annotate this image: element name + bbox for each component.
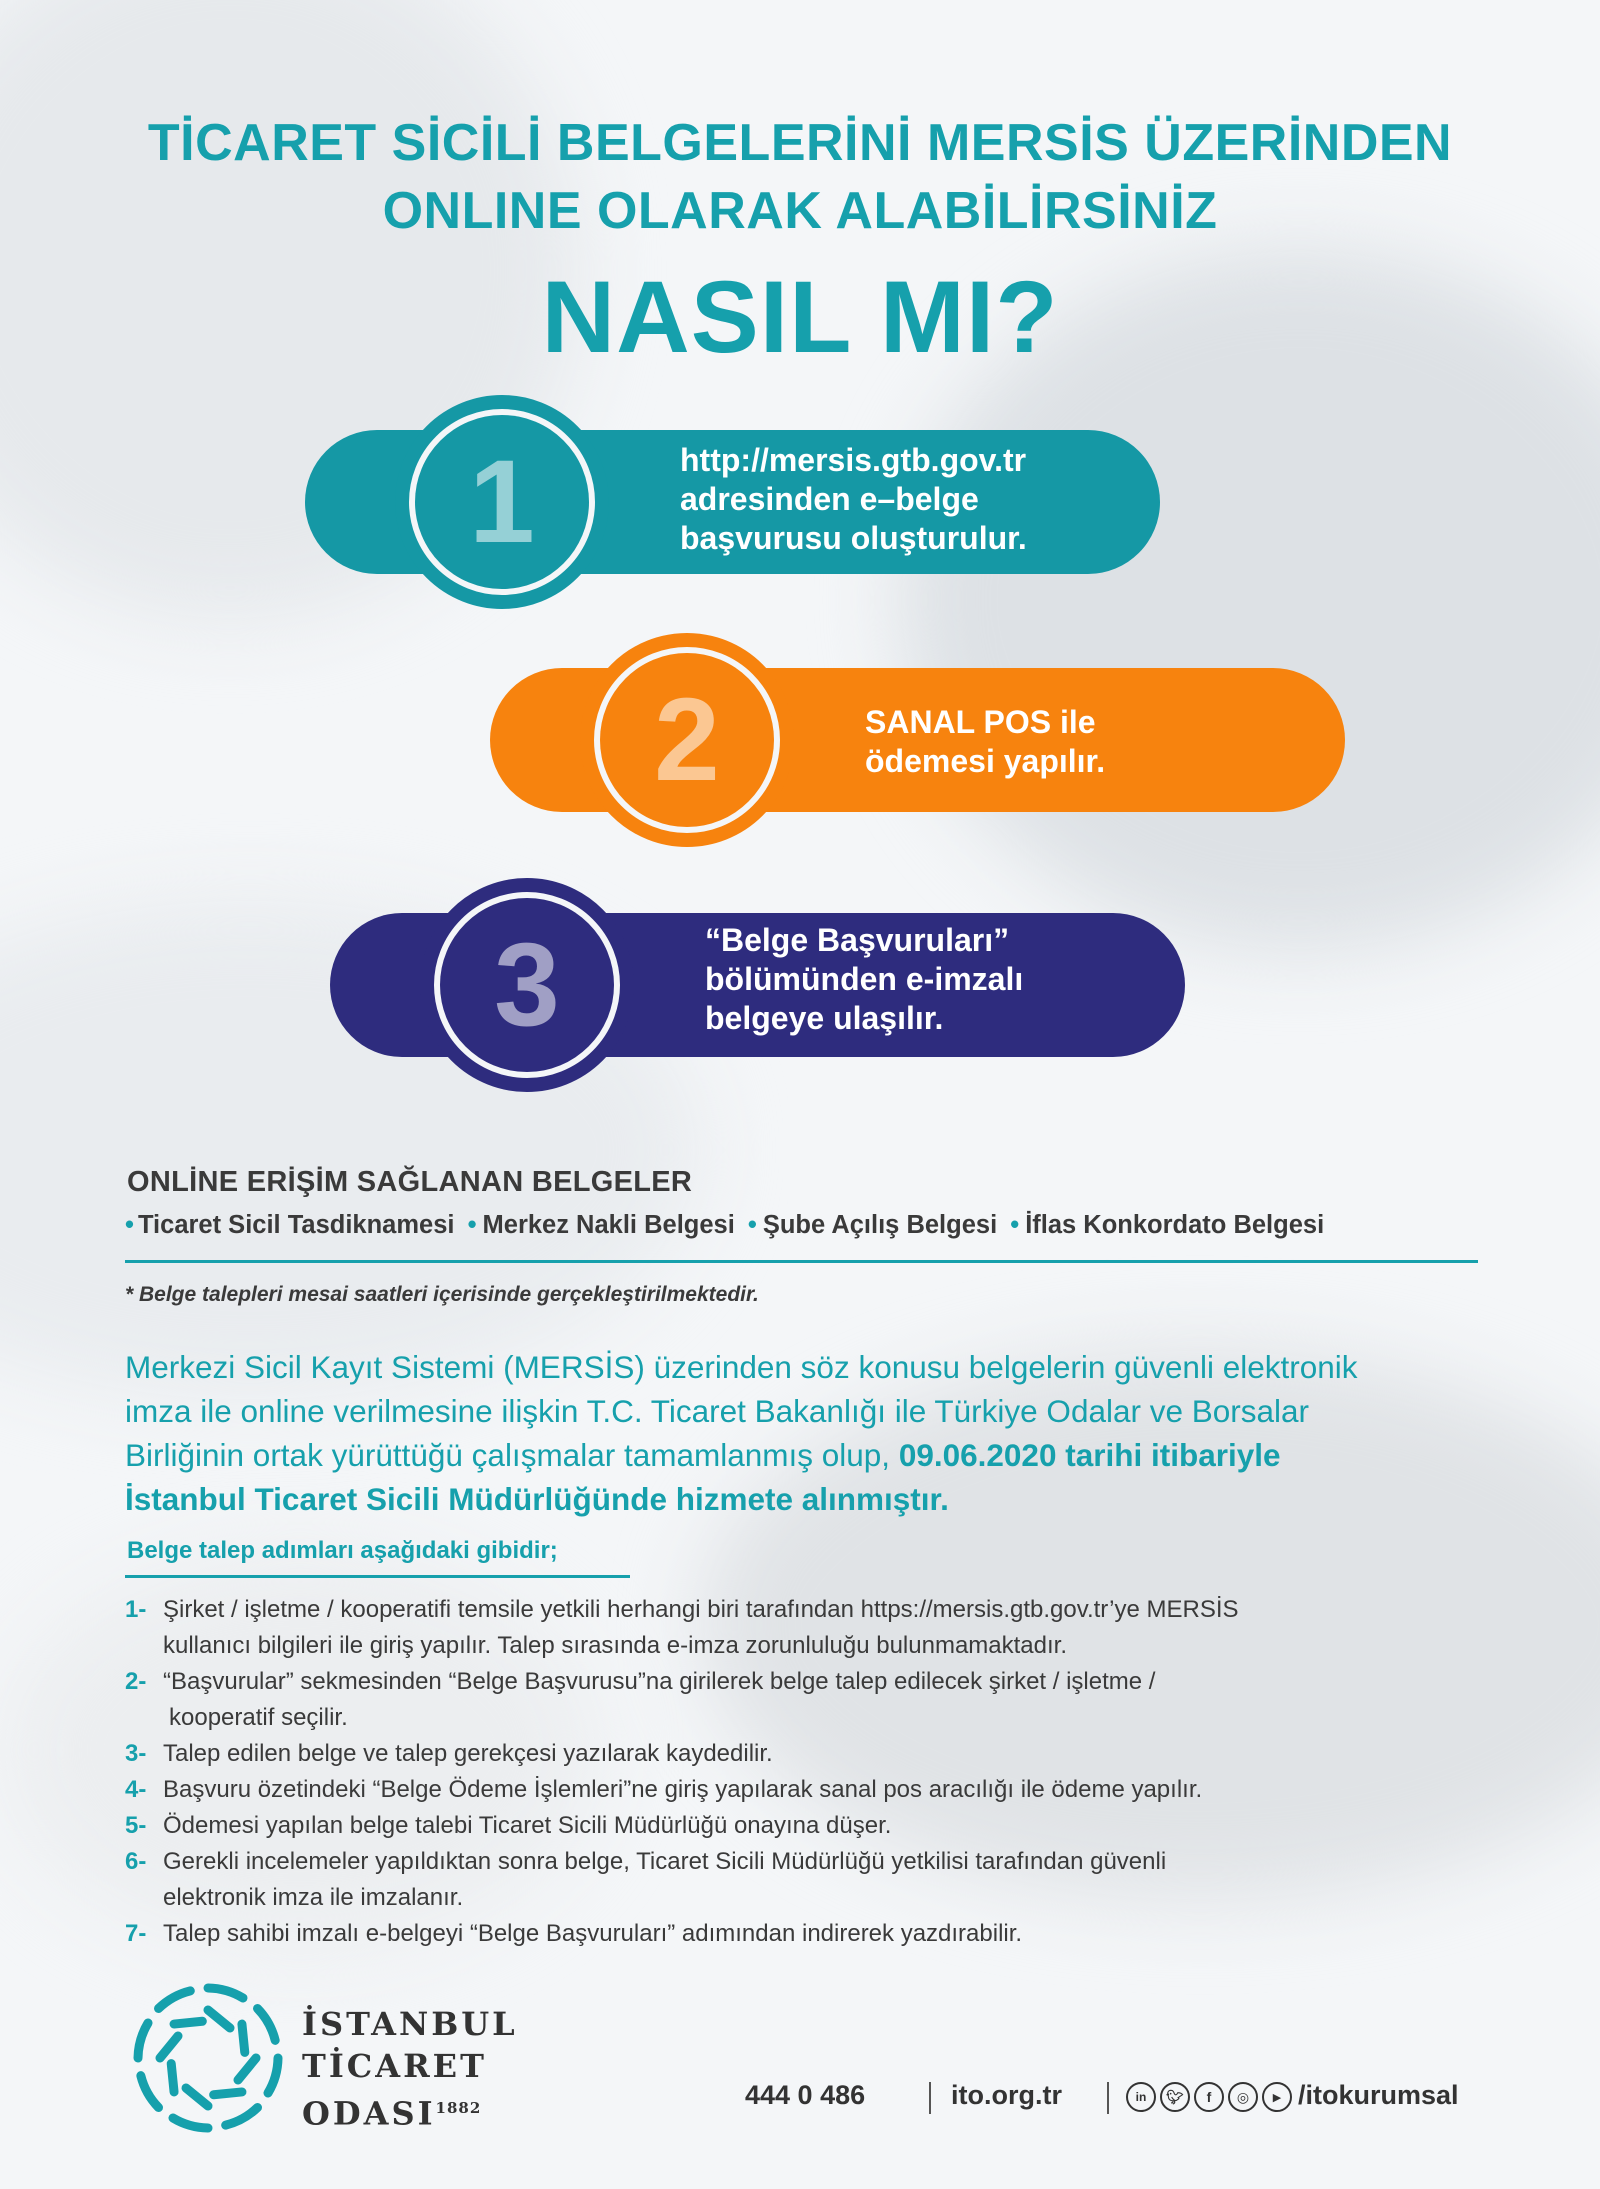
documents-title: ONLİNE ERİŞİM SAĞLANAN BELGELER <box>127 1166 693 1198</box>
paragraph-bold-line: İstanbul Ticaret Sicili Müdürlüğünde hizmete alınmıştır. <box>125 1481 949 1517</box>
bullet-icon: • <box>125 1211 134 1239</box>
step-1-text <box>680 441 1027 558</box>
procedure-index: 2- <box>125 1668 147 1695</box>
paragraph-line <box>125 1433 1495 1477</box>
document-item: Şube Açılış Belgesi <box>762 1211 998 1239</box>
step-2-line: ödemesi yapılır. <box>865 743 1106 779</box>
procedure-line: Talep sahibi imzalı e-belgeyi “Belge Başvuruları” adımından indirerek yazdırabilir. <box>163 1920 1023 1947</box>
step-2-badge <box>600 653 774 827</box>
phone-number: 444 0 486 <box>745 2080 866 2110</box>
step-3-text <box>705 921 1023 1038</box>
bullet-icon: • <box>747 1211 757 1239</box>
procedure-item <box>125 1808 1505 1844</box>
procedure-line: elektronik imza ile imzalanır. <box>163 1884 464 1911</box>
step-3-line: “Belge Başvuruları” <box>705 922 1010 958</box>
procedure-line: kooperatif seçilir. <box>169 1704 348 1731</box>
step-3-badge <box>440 898 614 1072</box>
procedure-index: 6- <box>125 1848 147 1875</box>
divider <box>929 2082 931 2114</box>
procedure-line: Gerekli incelemeler yapıldıktan sonra belge, Ticaret Sicili Müdürlüğü yetkilisi tarafından güvenli <box>163 1848 1167 1875</box>
procedure-item <box>125 1772 1505 1808</box>
procedure-line: Talep edilen belge ve talep gerekçesi yazılarak kaydedilir. <box>163 1740 773 1767</box>
title-line-2: ONLINE OLARAK ALABİLİRSİNİZ <box>382 182 1218 240</box>
procedure-item <box>125 1844 1505 1916</box>
facebook-icon[interactable]: f <box>1194 2082 1224 2112</box>
twitter-icon[interactable]: 🐦︎ <box>1160 2082 1190 2112</box>
procedure-list <box>125 1592 1505 1952</box>
procedure-line: Başvuru özetindeki “Belge Ödeme İşlemleri”ne giriş yapılarak sanal pos aracılığı ile ödeme yapılır. <box>163 1776 1203 1803</box>
procedure-divider <box>125 1575 630 1578</box>
procedure-title: Belge talep adımları aşağıdaki gibidir; <box>127 1537 558 1564</box>
document-item: Ticaret Sicil Tasdiknamesi <box>137 1211 455 1239</box>
documents-note: * Belge talepleri mesai saatleri içerisinde gerçekleştirilmektedir. <box>125 1283 759 1306</box>
instagram-icon[interactable]: ◎ <box>1228 2082 1258 2112</box>
org-name <box>302 2003 518 2135</box>
title-question: NASIL MI? <box>541 260 1059 374</box>
procedure-line: kullanıcı bilgileri ile giriş yapılır. Talep sırasında e-imza zorunluluğu bulunmamaktadır. <box>163 1632 1067 1659</box>
org-name-line: İSTANBUL <box>302 2005 518 2043</box>
document-item: İflas Konkordato Belgesi <box>1025 1211 1325 1239</box>
info-paragraph <box>125 1345 1495 1521</box>
social-handle[interactable]: /itokurumsal <box>1298 2080 1459 2110</box>
website-link[interactable]: ito.org.tr <box>951 2080 1062 2110</box>
procedure-index: 7- <box>125 1920 147 1947</box>
step-1-line: başvurusu oluşturulur. <box>680 520 1027 556</box>
bullet-icon: • <box>1010 1211 1020 1239</box>
divider <box>1107 2082 1109 2114</box>
divider <box>125 1260 1478 1263</box>
linkedin-icon[interactable]: in <box>1126 2082 1156 2112</box>
procedure-index: 3- <box>125 1740 147 1767</box>
procedure-index: 5- <box>125 1812 147 1839</box>
org-name-line: ODASI <box>302 2094 436 2133</box>
procedure-line: Ödemesi yapılan belge talebi Ticaret Sicili Müdürlüğü onayına düşer. <box>163 1812 892 1839</box>
step-1-line: adresinden e–belge <box>680 481 979 517</box>
step-1-badge <box>415 415 589 589</box>
step-2-text <box>865 703 1105 781</box>
documents-list <box>125 1211 1324 1240</box>
paragraph-text: Birliğinin ortak yürüttüğü çalışmalar tamamlanmış olup, <box>125 1437 899 1473</box>
procedure-line: Şirket / işletme / kooperatifi temsile yetkili herhangi biri tarafından https://mersis.gtb.gov.tr’ye MERSİS <box>163 1596 1239 1623</box>
paragraph-line: Merkezi Sicil Kayıt Sistemi (MERSİS) üzerinden söz konusu belgelerin güvenli elektronik <box>125 1349 1358 1385</box>
org-name-line: TİCARET <box>302 2047 487 2085</box>
youtube-icon[interactable]: ▶ <box>1262 2082 1292 2112</box>
procedure-item <box>125 1736 1505 1772</box>
step-3-number: 3 <box>494 919 560 1051</box>
step-2-line: SANAL POS ile <box>865 704 1096 740</box>
paragraph-line: imza ile online verilmesine ilişkin T.C. Ticaret Bakanlığı ile Türkiye Odalar ve Borsalar <box>125 1393 1310 1429</box>
step-1-line: http://mersis.gtb.gov.tr <box>680 442 1027 478</box>
procedure-item <box>125 1664 1505 1736</box>
procedure-item <box>125 1916 1505 1952</box>
title-line-1: TİCARET SİCİLİ BELGELERİNİ MERSİS ÜZERİNDEN <box>147 114 1453 172</box>
ito-logo-icon <box>128 1978 288 2138</box>
procedure-line: “Başvurular” sekmesinden “Belge Başvurusu”na girilerek belge talep edilecek şirket / işletme / <box>163 1668 1156 1695</box>
bullet-icon: • <box>467 1211 477 1239</box>
document-item: Merkez Nakli Belgesi <box>482 1211 735 1239</box>
procedure-item <box>125 1592 1505 1664</box>
step-1-number: 1 <box>469 436 535 568</box>
paragraph-date: 09.06.2020 tarihi itibariyle <box>898 1437 1281 1473</box>
step-2-number: 2 <box>654 674 720 806</box>
procedure-index: 4- <box>125 1776 147 1803</box>
org-founding-year: 1882 <box>435 2099 482 2117</box>
step-3-line: belgeye ulaşılır. <box>705 1000 944 1036</box>
procedure-index: 1- <box>125 1596 147 1623</box>
step-3-line: bölümünden e-imzalı <box>705 961 1024 997</box>
